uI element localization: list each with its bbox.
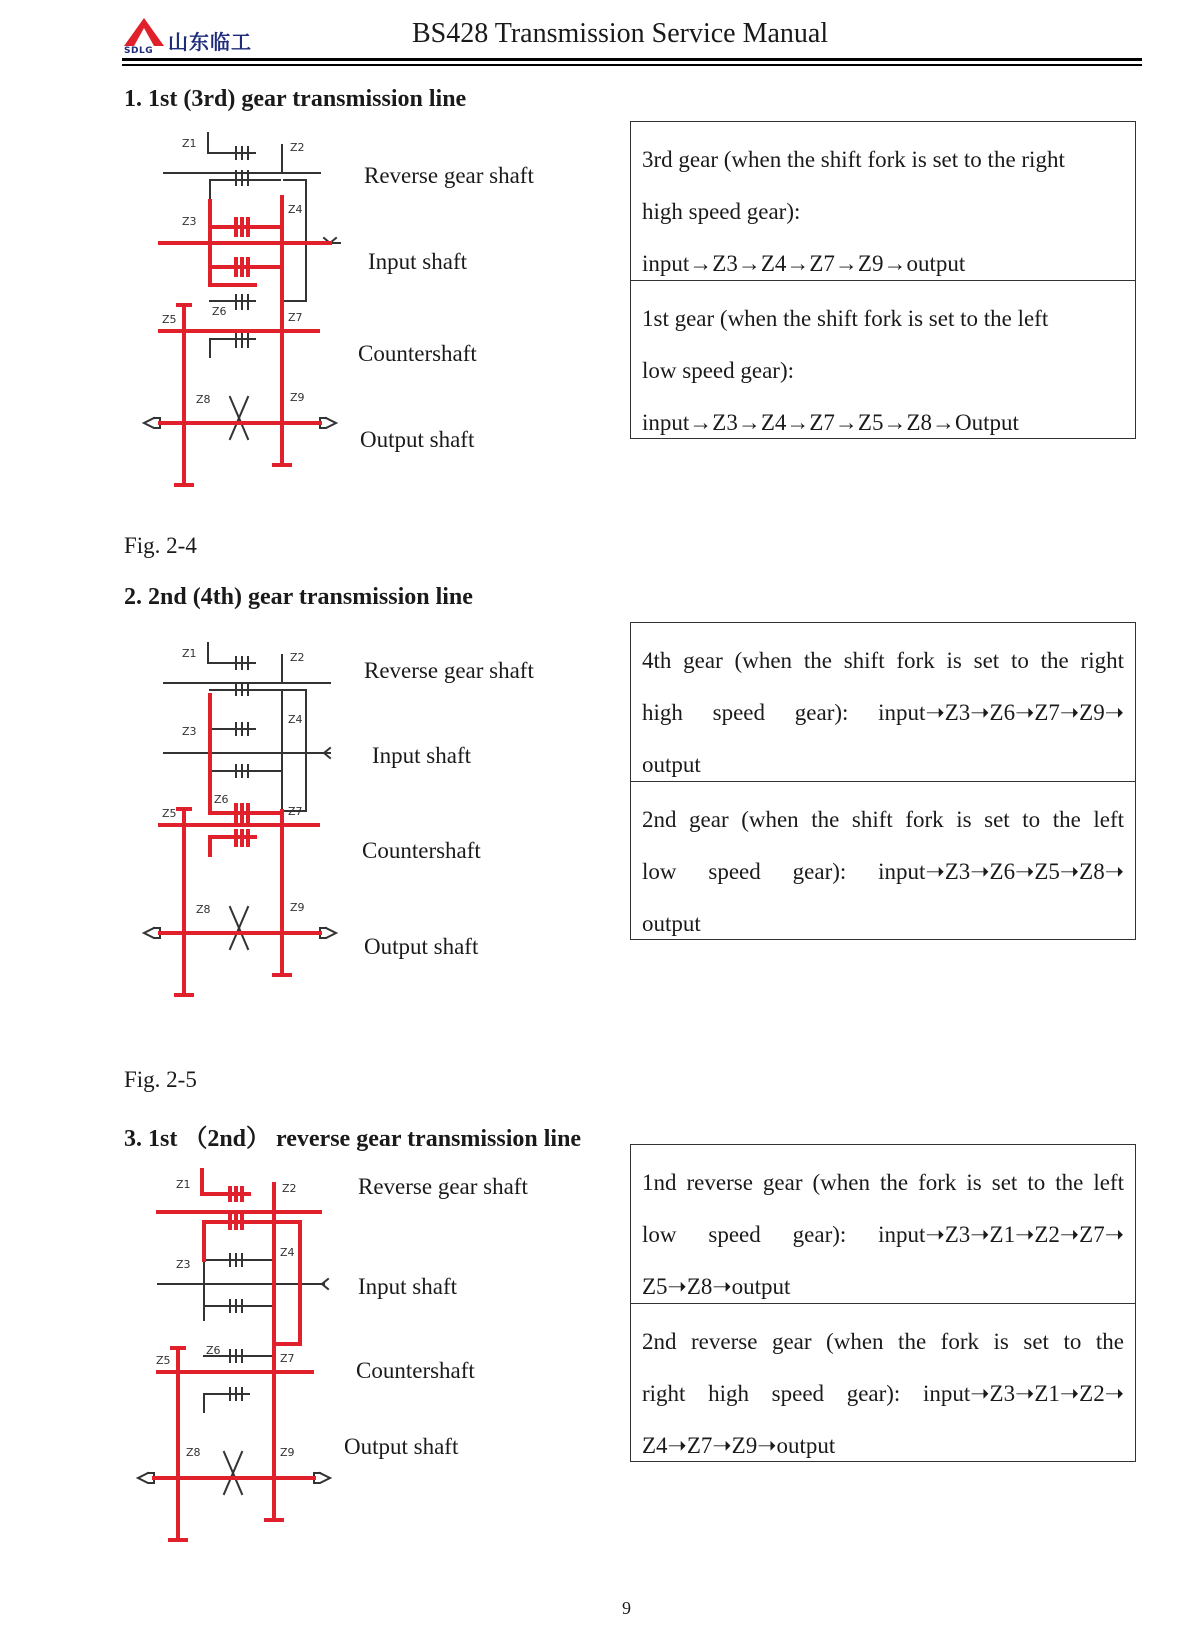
entry-line: input→Z3→Z4→Z7→Z9→output: [642, 251, 966, 276]
label-countershaft-2: Countershaft: [362, 838, 481, 863]
gear-label-z5: Z5: [156, 1354, 171, 1367]
page-number: 9: [622, 1598, 631, 1618]
gear-label-z5: Z5: [162, 807, 177, 820]
gear-label-z9: Z9: [290, 391, 305, 404]
gear-label-z1: Z1: [176, 1178, 191, 1191]
gear-label-z1: Z1: [182, 137, 197, 150]
gear-diagram-1: [130, 125, 360, 505]
entry-line: right high speed gear): input➝Z3➝Z1➝Z2➝: [642, 1381, 1124, 1406]
entry-line: 3rd gear (when the shift fork is set to the right: [642, 147, 1065, 172]
gear-label-z6: Z6: [212, 305, 227, 318]
entry-line: output: [642, 911, 701, 936]
gear-path-entry: [631, 280, 1135, 438]
gear-label-z1: Z1: [182, 647, 197, 660]
entry-line: 2nd gear (when the shift fork is set to the left: [642, 807, 1124, 832]
gear-label-z7: Z7: [288, 311, 303, 324]
gear-diagram-3: [124, 1160, 354, 1560]
gear-label-z8: Z8: [186, 1446, 201, 1459]
company-logo: [124, 18, 292, 58]
gear-path-entry: [631, 122, 1135, 280]
label-input-shaft-1: Input shaft: [368, 249, 468, 274]
gear-label-z9: Z9: [290, 901, 305, 914]
label-output-shaft-2: Output shaft: [364, 934, 479, 959]
gear-path-box-3: [630, 1144, 1136, 1462]
entry-line: high speed gear): input➝Z3➝Z6➝Z7➝Z9➝: [642, 700, 1124, 725]
header-title: BS428 Transmission Service Manual: [412, 18, 829, 49]
gear-label-z3: Z3: [176, 1258, 191, 1271]
logo-text: 山东临工: [168, 30, 252, 54]
gear-label-z4: Z4: [288, 203, 303, 216]
label-countershaft-1: Countershaft: [358, 341, 477, 366]
label-reverse-gear-shaft-2: Reverse gear shaft: [364, 658, 534, 683]
figure-caption-1: Fig. 2-4: [124, 533, 197, 558]
gear-path-entry: [631, 781, 1135, 939]
label-countershaft-3: Countershaft: [356, 1358, 475, 1383]
figure-caption-2: Fig. 2-5: [124, 1067, 197, 1092]
gear-label-z2: Z2: [290, 651, 305, 664]
gear-label-z8: Z8: [196, 903, 211, 916]
entry-line: Z4➝Z7➝Z9➝output: [642, 1433, 836, 1458]
section-3-heading: 3. 1st （2nd） reverse gear transmission line: [124, 1126, 582, 1152]
gear-label-z6: Z6: [214, 793, 229, 806]
label-output-shaft-3: Output shaft: [344, 1434, 459, 1459]
gear-label-z4: Z4: [288, 713, 303, 726]
gear-label-z8: Z8: [196, 393, 211, 406]
logo-sub: SDLG: [124, 46, 154, 56]
gear-path-entry: [631, 623, 1135, 781]
gear-path-box-2: [630, 622, 1136, 940]
gear-label-z2: Z2: [282, 1182, 297, 1195]
entry-line: low speed gear): input➝Z3➝Z6➝Z5➝Z8➝: [642, 859, 1124, 884]
gear-label-z7: Z7: [280, 1352, 295, 1365]
gear-label-z2: Z2: [290, 141, 305, 154]
section-1-heading: 1. 1st (3rd) gear transmission line: [124, 86, 467, 112]
label-reverse-gear-shaft-1: Reverse gear shaft: [364, 163, 534, 188]
entry-line: 1nd reverse gear (when the fork is set to the left: [642, 1170, 1124, 1195]
gear-label-z3: Z3: [182, 215, 197, 228]
entry-line: high speed gear):: [642, 199, 801, 224]
gear-label-z5: Z5: [162, 313, 177, 326]
gear-label-z9: Z9: [280, 1446, 295, 1459]
gear-label-z7: Z7: [288, 805, 303, 818]
gear-diagram-2: [130, 635, 360, 1015]
entry-line: low speed gear):: [642, 358, 794, 383]
entry-line: 4th gear (when the shift fork is set to the right: [642, 648, 1124, 673]
gear-path-entry: [631, 1303, 1135, 1461]
gear-label-z3: Z3: [182, 725, 197, 738]
entry-line: Z5➝Z8➝output: [642, 1274, 791, 1299]
header-rule: [122, 58, 1142, 61]
entry-line: output: [642, 752, 701, 777]
section-2-heading: 2. 2nd (4th) gear transmission line: [124, 584, 473, 610]
label-input-shaft-2: Input shaft: [372, 743, 472, 768]
gear-path-box-1: [630, 121, 1136, 439]
label-reverse-gear-shaft-3: Reverse gear shaft: [358, 1174, 528, 1199]
entry-line: input→Z3→Z4→Z7→Z5→Z8→Output: [642, 410, 1019, 435]
entry-line: 1st gear (when the shift fork is set to the left: [642, 306, 1049, 331]
entry-line: 2nd reverse gear (when the fork is set to the: [642, 1329, 1124, 1354]
header-rule-thin: [122, 64, 1142, 66]
label-output-shaft-1: Output shaft: [360, 427, 475, 452]
gear-label-z4: Z4: [280, 1246, 295, 1259]
gear-path-entry: [631, 1145, 1135, 1303]
entry-line: low speed gear): input➝Z3➝Z1➝Z2➝Z7➝: [642, 1222, 1124, 1247]
gear-label-z6: Z6: [206, 1344, 221, 1357]
label-input-shaft-3: Input shaft: [358, 1274, 458, 1299]
logo-triangle-icon: [124, 18, 166, 48]
